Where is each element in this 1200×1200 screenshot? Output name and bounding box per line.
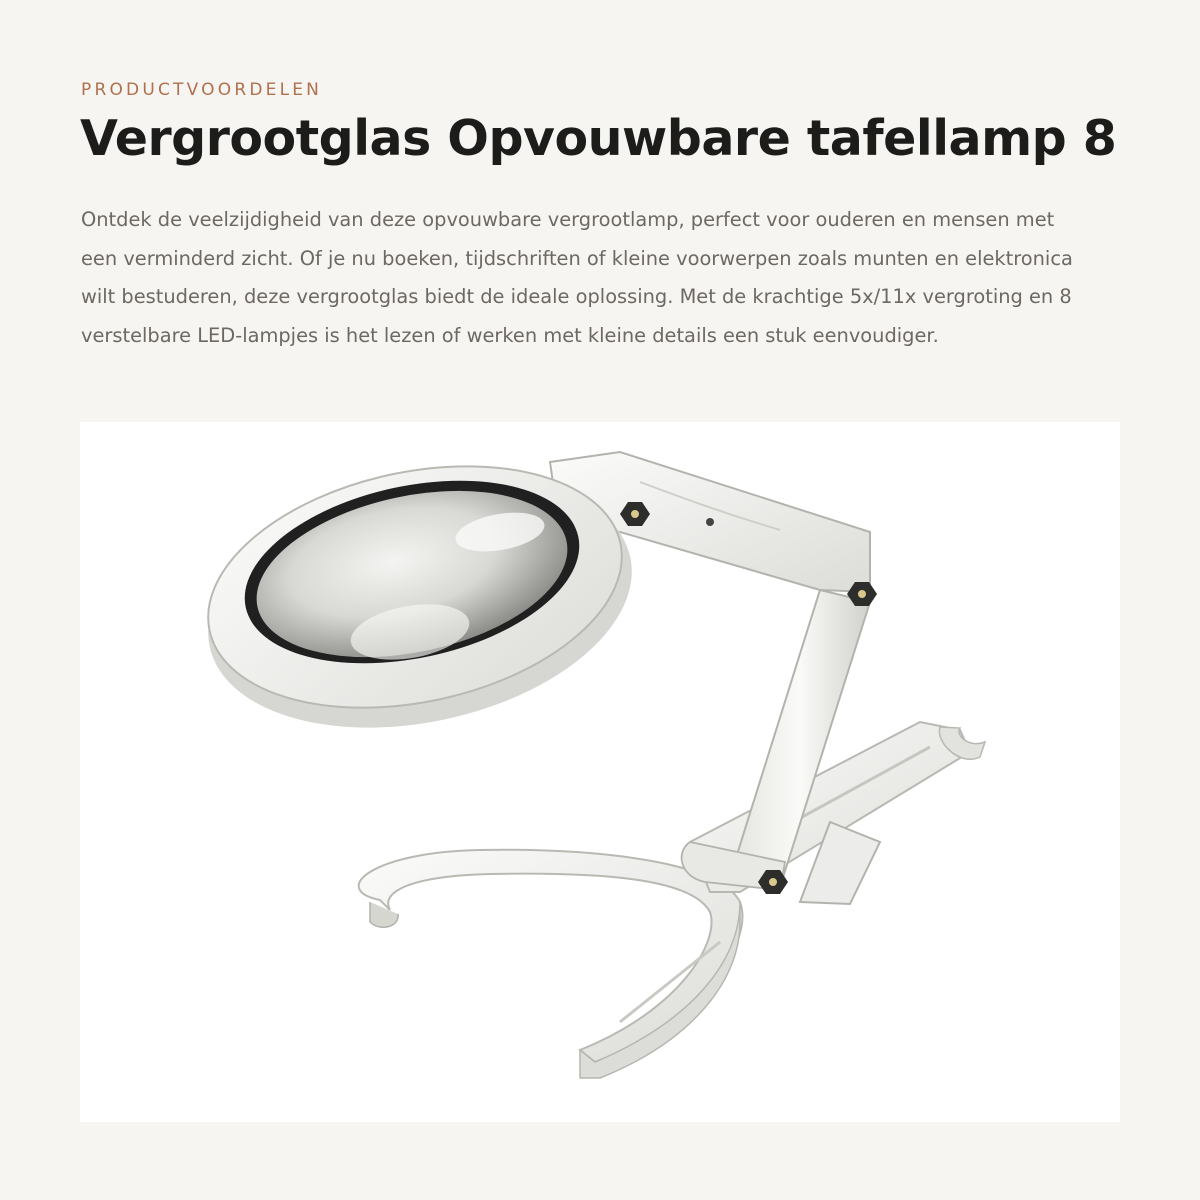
product-title: Vergrootglas Opvouwbare tafellamp 8 — [80, 110, 1117, 167]
support-arm — [682, 590, 880, 904]
product-description: Ontdek de veelzijdigheid van deze opvouwbare vergrootlamp, perfect voor ouderen en mensen met een verminderd zicht. Of je nu boeken, tijdschriften of kleine voorwerpen zoals munten en elektronica wilt bestuderen, deze vergrootglas biedt de ideale oplossing. Met de krachtige 5x/11x vergroting en 8 verstelbare LED-lampjes is het lezen of werken met kleine details een stuk eenvoudiger. — [81, 208, 1073, 347]
section-eyebrow: PRODUCTVOORDELEN — [81, 80, 323, 100]
product-photo — [80, 422, 1120, 1122]
magnifier-lamp-illustration — [80, 422, 1120, 1122]
base-ring — [359, 850, 743, 1078]
